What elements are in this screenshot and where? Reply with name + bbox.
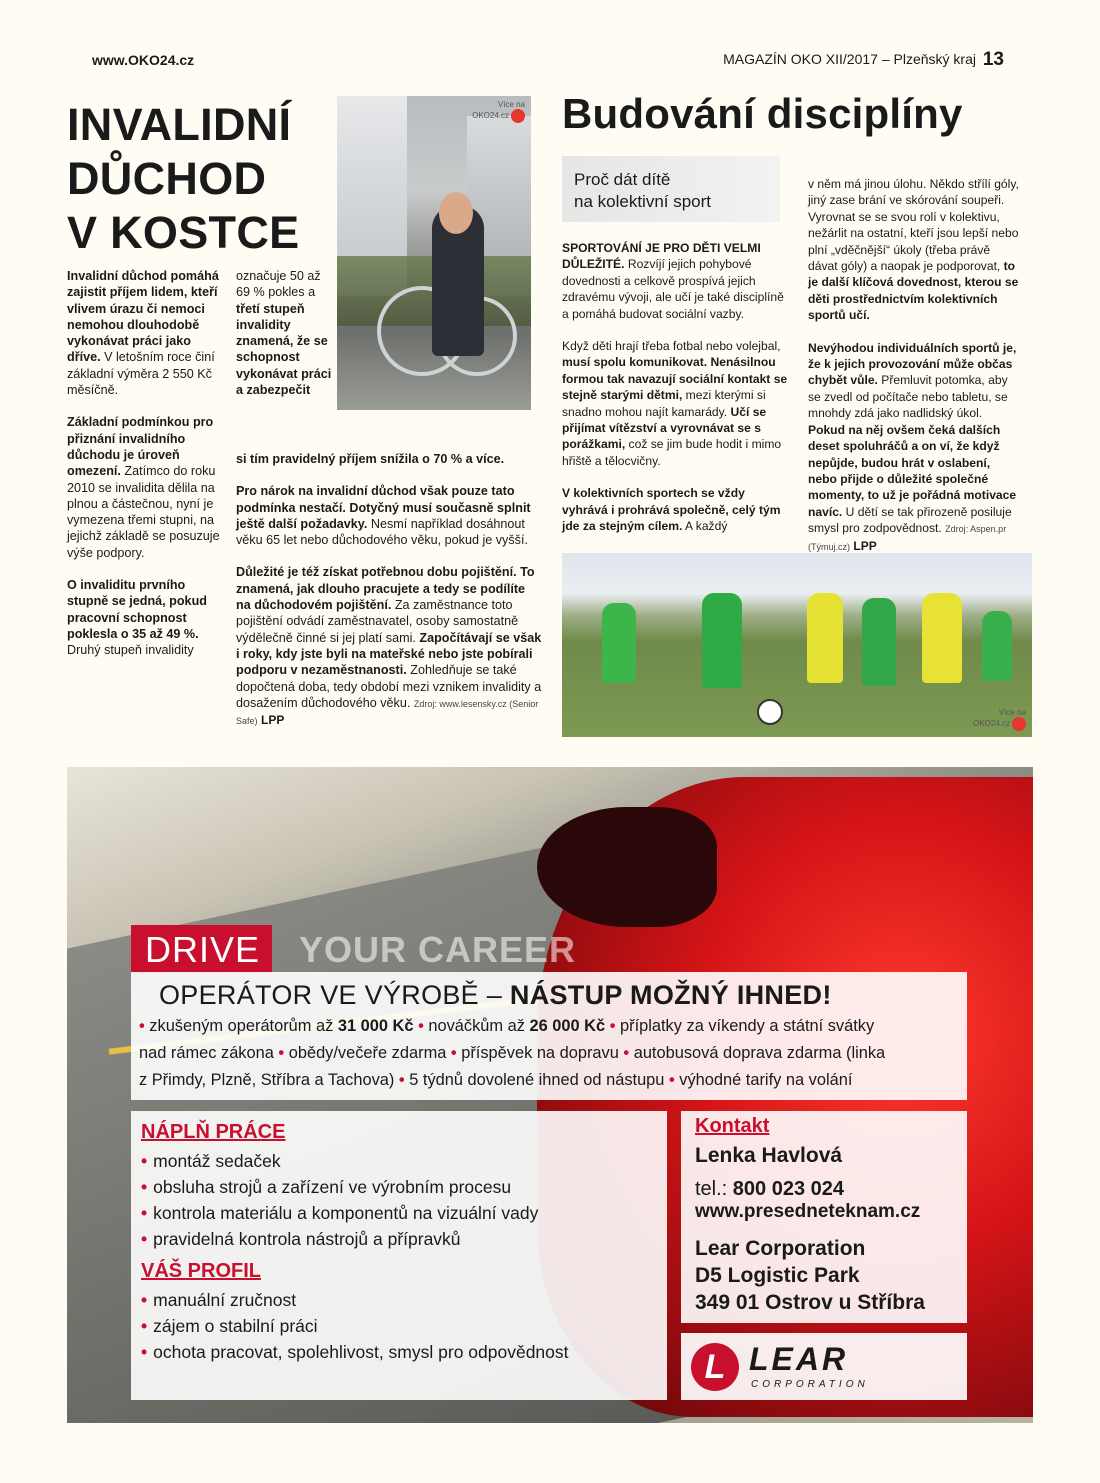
watermark-text: OKO24.cz [472,111,509,121]
bold-text: NÁSTUP MOŽNÝ IHNED! [509,980,832,1010]
text: OPERÁTOR VE VÝROBĚ – [159,980,510,1010]
watermark-text: OKO24.cz [973,719,1010,729]
photo-kids-soccer [562,553,1032,737]
bold-text: O invaliditu prvního stupně se jedná, pokud pracovní schopnost poklesla o 35 až 49 %. [67,578,207,641]
ad-job-description-box [131,1111,667,1400]
photo-player [602,603,636,683]
benefit-line [139,1013,967,1040]
bullet: • [141,1229,148,1249]
source-note: Zdroj: www.lesensky.cz (Senior Safe) [236,698,539,727]
photo-watermark [472,100,525,123]
lear-logo [681,1333,967,1400]
soccer-ball [757,699,783,725]
bullet: • [273,1044,289,1062]
watermark-text: Více na [497,100,525,109]
ad-car-mirror [537,807,717,927]
article-column-2 [236,268,336,414]
text: A každý [682,519,728,534]
benefit-line [139,1040,967,1067]
text: výhodné tarify na volání [679,1071,853,1089]
bullet: • [141,1151,148,1171]
text: což se jim bude hodit i mimo hřiště a tělocvičny. [562,437,782,468]
author-signature: LPP [853,538,877,553]
bold-text: Učí se přijímat vítězství a vyrovnávat se s porážkami, [562,404,767,452]
bold-text: to je další klíčová dovednost, kterou se děti prostřednictvím kolektivních sportů učí. [808,259,1019,323]
bullet: • [446,1044,462,1062]
bold-text: Nevýhodou individuálních sportů je, že k jejich provozování může občas chybět vůle. [808,340,1017,388]
text: Přemluvit potomka, aby se zvedl od počítače nebo tabletu, se mnohdy zdá jako nadlidský úkol. [808,373,1008,421]
paragraph [236,451,542,467]
text: V letošním roce činí základní výměra 2 550 Kč měsíčně. [67,350,215,398]
bullet: • [141,1290,148,1310]
bullet: • [664,1071,680,1089]
contact-phone[interactable] [695,1178,967,1201]
text: příspěvek na dopravu [461,1044,619,1062]
list-item [141,1339,667,1365]
text: Rozvíjí jejich pohybové dovednosti a celkově prospívá jejich zdravému vývoji, ale učí je také disciplíně a pomáhá budovat sociální vazby. [562,257,784,321]
contact-name: Lenka Havlová [695,1144,843,1167]
lear-logo-subtitle: CORPORATION [751,1379,869,1390]
company-address-line: 349 01 Ostrov u Stříbra [695,1291,925,1314]
text: Zohledňuje se také dopočtená doba, tedy období mezi vznikem invalidity a dosažením důchodového věku. [236,663,542,710]
text: ochota pracovat, spolehlivost, smysl pro odpovědnost [153,1342,569,1362]
text: obsluha strojů a zařízení ve výrobním procesu [153,1177,512,1197]
text: tel.: [695,1178,733,1200]
paragraph [236,483,542,548]
list-item [141,1313,667,1339]
text: Za zaměstnance toto pojištění odvádí zaměstnavatel, osoby samostatně výdělečně činné si jej platí sami. [236,598,519,645]
paragraph [808,340,1022,555]
text: autobusová doprava zdarma (linka [633,1044,886,1062]
ad-benefits [139,1013,967,1094]
oko-logo-icon [511,109,525,123]
list-item [141,1148,667,1174]
bullet: • [618,1044,634,1062]
photo-player [702,593,742,688]
bullet: • [605,1017,620,1035]
bullet: • [394,1071,410,1089]
bullet: • [141,1342,148,1362]
photo-man-head [439,192,473,234]
text: pravidelná kontrola nástrojů a přípravků [153,1229,461,1249]
text: Zatímco do roku 2010 se invalidita dělila na plnou a částečnou, nyní je vymezena třemi stupni, na jejichž základě se posuzuje výše podpory. [67,464,220,560]
list-item [141,1200,667,1226]
text: kontrola materiálu a komponentů na vizuální vady [153,1203,539,1223]
photo-player [922,593,962,683]
phone-number: 800 023 024 [732,1178,845,1200]
title-line: DŮCHOD [67,153,267,204]
ad-drive-label: DRIVE [131,925,272,973]
text: nad rámec zákona [139,1044,274,1062]
text: obědy/večeře zdarma [288,1044,447,1062]
bold-text: 31 000 Kč [337,1017,414,1035]
section-title-napln-prace: NÁPLŇ PRÁCE [141,1121,286,1143]
oko-logo-icon [1012,717,1026,731]
site-url[interactable]: www.OKO24.cz [92,52,195,68]
job-advertisement [67,767,1033,1423]
lear-logo-word: LEAR [749,1341,849,1377]
lear-logo-icon: L [691,1343,739,1391]
benefit-line [139,1067,967,1094]
contact-title: Kontakt [695,1115,770,1137]
bold-text: Základní podmínkou pro přiznání invalidního důchodu je úroveň omezení. [67,415,214,479]
article-title-invalidni-duchod [67,98,337,260]
bold-text: 26 000 Kč [529,1017,606,1035]
contact-website-link[interactable]: www.presedneteknam.cz [695,1201,921,1222]
subtitle-line: na kolektivní sport [574,192,712,211]
text: označuje 50 až 69 % pokles a [236,269,321,300]
text: U dětí se tak přirozeně posiluje smysl pro zodpovědnost. [808,504,1012,536]
photo-player [982,611,1012,681]
paragraph [236,268,336,398]
text: v něm má jinou úlohu. Někdo střílí góly, jiný zase brání ve skórování soupeři. Vyrovnat se se svou rolí v kolektivu, nežárlit na ostatní, kteří jsou lepší nebo plní „vděčnější“ úkoly (třeba právě dávat góly) a naopak je podporovat, [808,177,1019,274]
list-item [141,1174,667,1200]
paragraph [808,176,1022,324]
text: příplatky za víkendy a státní svátky [620,1017,875,1035]
article-column-3 [236,451,542,745]
bullet: • [141,1316,148,1336]
bold-text: Započítávají se však i roky, kdy jste byli na mateřské nebo jste pobírali podporu v nezaměstnanosti. [236,630,542,678]
bold-text: si tím pravidelný příjem snížila o 70 % a více. [236,452,505,466]
paragraph [67,268,227,398]
ad-position-box [131,972,967,1100]
article-subtitle-box [562,156,780,222]
text: mezi kterými si snadno mohou najít kamarády. [562,388,766,419]
source-note: Zdroj: Aspen.pr (Týmuj.cz) [808,524,1007,552]
text: Nesmí například dosáhnout věku 65 let nebo důchodového věku, pokud je vyšší. [236,516,528,548]
text: 5 týdnů dovolené ihned od nástupu [409,1071,665,1089]
paragraph [236,564,542,729]
bullet: • [413,1017,429,1035]
article-column-5 [808,176,1022,571]
text: zkušeným operátorům až [149,1017,338,1035]
author-signature: LPP [261,713,285,728]
list-item [141,1226,667,1252]
text: nováčkům až [428,1017,530,1035]
title-line: V KOSTCE [67,207,300,258]
title-line: INVALIDNÍ [67,99,292,150]
company-name: Lear Corporation [695,1237,866,1260]
photo-watermark [973,708,1026,731]
ad-position-title [159,980,967,1011]
bold-text: SPORTOVÁNÍ JE PRO DĚTI VELMI DŮLEŽITÉ. [562,241,761,272]
text: zájem o stabilní práci [153,1316,318,1336]
article-column-1 [67,268,227,675]
bullet: • [141,1177,148,1197]
section-title-vas-profil: VÁŠ PROFIL [141,1260,262,1282]
photo-player [807,593,843,683]
magazine-issue: MAGAZÍN OKO XII/2017 – Plzeňský kraj [723,51,976,67]
ad-contact-box [681,1111,967,1323]
photo-man-in-wheelchair [337,96,531,410]
list-item [141,1287,667,1313]
bold-text: třetí stupeň invalidity znamená, že se schopnost vykonávat práci a zabezpečit [236,301,332,398]
paragraph [562,338,788,469]
paragraph [67,414,227,561]
paragraph [562,485,788,534]
page-number: 13 [982,49,1004,70]
bold-text: Invalidní důchod pomáhá zajistit příjem lidem, kteří vlivem úrazu či nemoci nemohou dlouhodobě vykonávat práci jako dříve. [67,269,219,365]
photo-player [862,598,896,686]
bullet: • [141,1203,148,1223]
text: montáž sedaček [153,1151,281,1171]
text: Když děti hrají třeba fotbal nebo volejbal, [562,339,781,354]
ad-career-label: YOUR CAREER [299,929,577,970]
paragraph [562,240,788,322]
article-title-budovani-discipliny: Budování disciplíny [562,90,963,137]
subtitle-line: Proč dát dítě [574,170,671,189]
watermark-text: Více na [998,708,1026,717]
article-column-4 [562,240,788,551]
bold-text: Pro nárok na invalidní důchod však pouze tato podmínka nestačí. Dotyčný musí současně splnit ještě další požadavky. [236,484,531,531]
bullet: • [139,1017,150,1035]
text: z Přimdy, Plzně, Stříbra a Tachova) [139,1071,395,1089]
text: manuální zručnost [153,1290,297,1310]
bold-text: musí spolu komunikovat. Nenásilnou formou tak navazují sociální kontakt se stejně starými dětmi, [562,355,788,403]
text: Druhý stupeň invalidity [67,643,194,658]
bold-text: Důležité je též získat potřebnou dobu pojištění. To znamená, jak dlouho pracujete a tedy se podílíte na důchodovém pojištění. [236,565,535,613]
company-address-line: D5 Logistic Park [695,1264,860,1287]
bold-text: Pokud na něj ovšem čeká dalších deset spoluhráčů a on ví, že když nepůjde, budou hrát v oslabení, nebo přijde o důležité společné momenty, to už je pořádná motivace navíc. [808,422,1017,519]
paragraph [67,577,227,658]
bold-text: V kolektivních sportech se vždy vyhrává i prohrává společně, celý tým jde za stejným cílem. [562,486,781,534]
